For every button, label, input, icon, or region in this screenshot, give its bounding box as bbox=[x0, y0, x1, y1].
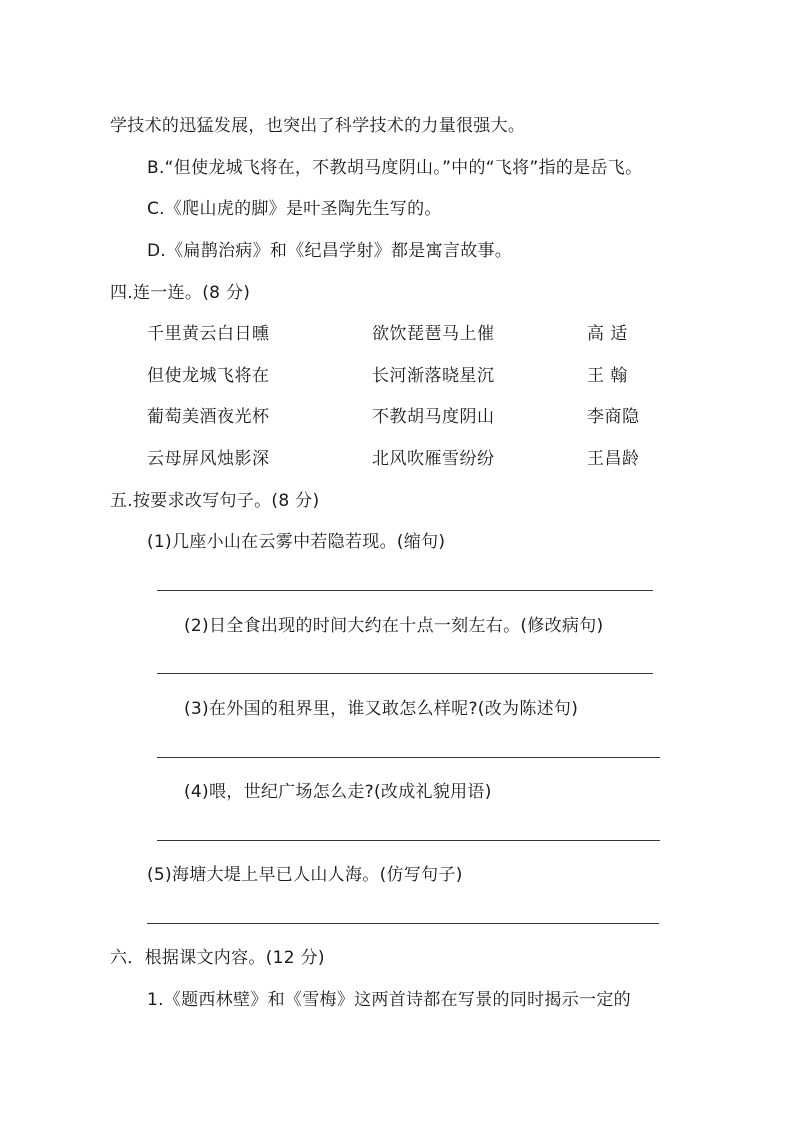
rewrite-item-2: (2)日全食出现的时间大约在十点一刻左右。(修改病句) bbox=[184, 616, 604, 636]
match-right-3: 李商隐 bbox=[587, 407, 640, 427]
option-b: B.“但使龙城飞将在，不教胡马度阴山。”中的“飞将”指的是岳飞。 bbox=[147, 158, 643, 178]
match-middle-2: 长河渐落晓星沉 bbox=[372, 366, 495, 386]
answer-line-3 bbox=[157, 757, 660, 758]
rewrite-item-1: (1)几座小山在云雾中若隐若现。(缩句) bbox=[147, 532, 446, 552]
match-middle-3: 不教胡马度阴山 bbox=[372, 407, 495, 427]
rewrite-item-5: (5)海塘大堤上早已人山人海。(仿写句子) bbox=[147, 865, 463, 885]
match-left-3: 葡萄美酒夜光杯 bbox=[147, 407, 270, 427]
answer-line-5 bbox=[147, 923, 659, 924]
section-5-heading: 五.按要求改写句子。(8 分) bbox=[110, 491, 320, 511]
option-c: C.《爬山虎的脚》是叶圣陶先生写的。 bbox=[147, 199, 442, 219]
match-middle-1: 欲饮琵琶马上催 bbox=[372, 324, 495, 344]
match-left-2: 但使龙城飞将在 bbox=[147, 366, 270, 386]
paragraph-continuation: 学技术的迅猛发展，也突出了科学技术的力量很强大。 bbox=[110, 116, 526, 136]
match-left-4: 云母屏风烛影深 bbox=[147, 449, 270, 469]
match-right-4: 王昌龄 bbox=[587, 449, 640, 469]
match-left-1: 千里黄云白日曛 bbox=[147, 324, 270, 344]
answer-line-2 bbox=[157, 673, 653, 674]
answer-line-1 bbox=[157, 590, 653, 591]
match-right-2: 王 翰 bbox=[587, 366, 628, 386]
answer-line-4 bbox=[157, 840, 660, 841]
rewrite-item-4: (4)喂，世纪广场怎么走?(改成礼貌用语) bbox=[184, 782, 492, 802]
rewrite-item-3: (3)在外国的租界里，谁又敢怎么样呢?(改为陈述句) bbox=[184, 699, 579, 719]
option-d: D.《扁鹊治病》和《纪昌学射》都是寓言故事。 bbox=[147, 241, 513, 261]
question-6-1: 1.《题西林壁》和《雪梅》这两首诗都在写景的同时揭示一定的 bbox=[147, 990, 631, 1010]
section-4-heading: 四.连一连。(8 分) bbox=[110, 283, 251, 303]
match-middle-4: 北风吹雁雪纷纷 bbox=[372, 449, 495, 469]
section-6-heading: 六．根据课文内容。(12 分) bbox=[110, 948, 325, 968]
match-right-1: 高 适 bbox=[587, 324, 628, 344]
